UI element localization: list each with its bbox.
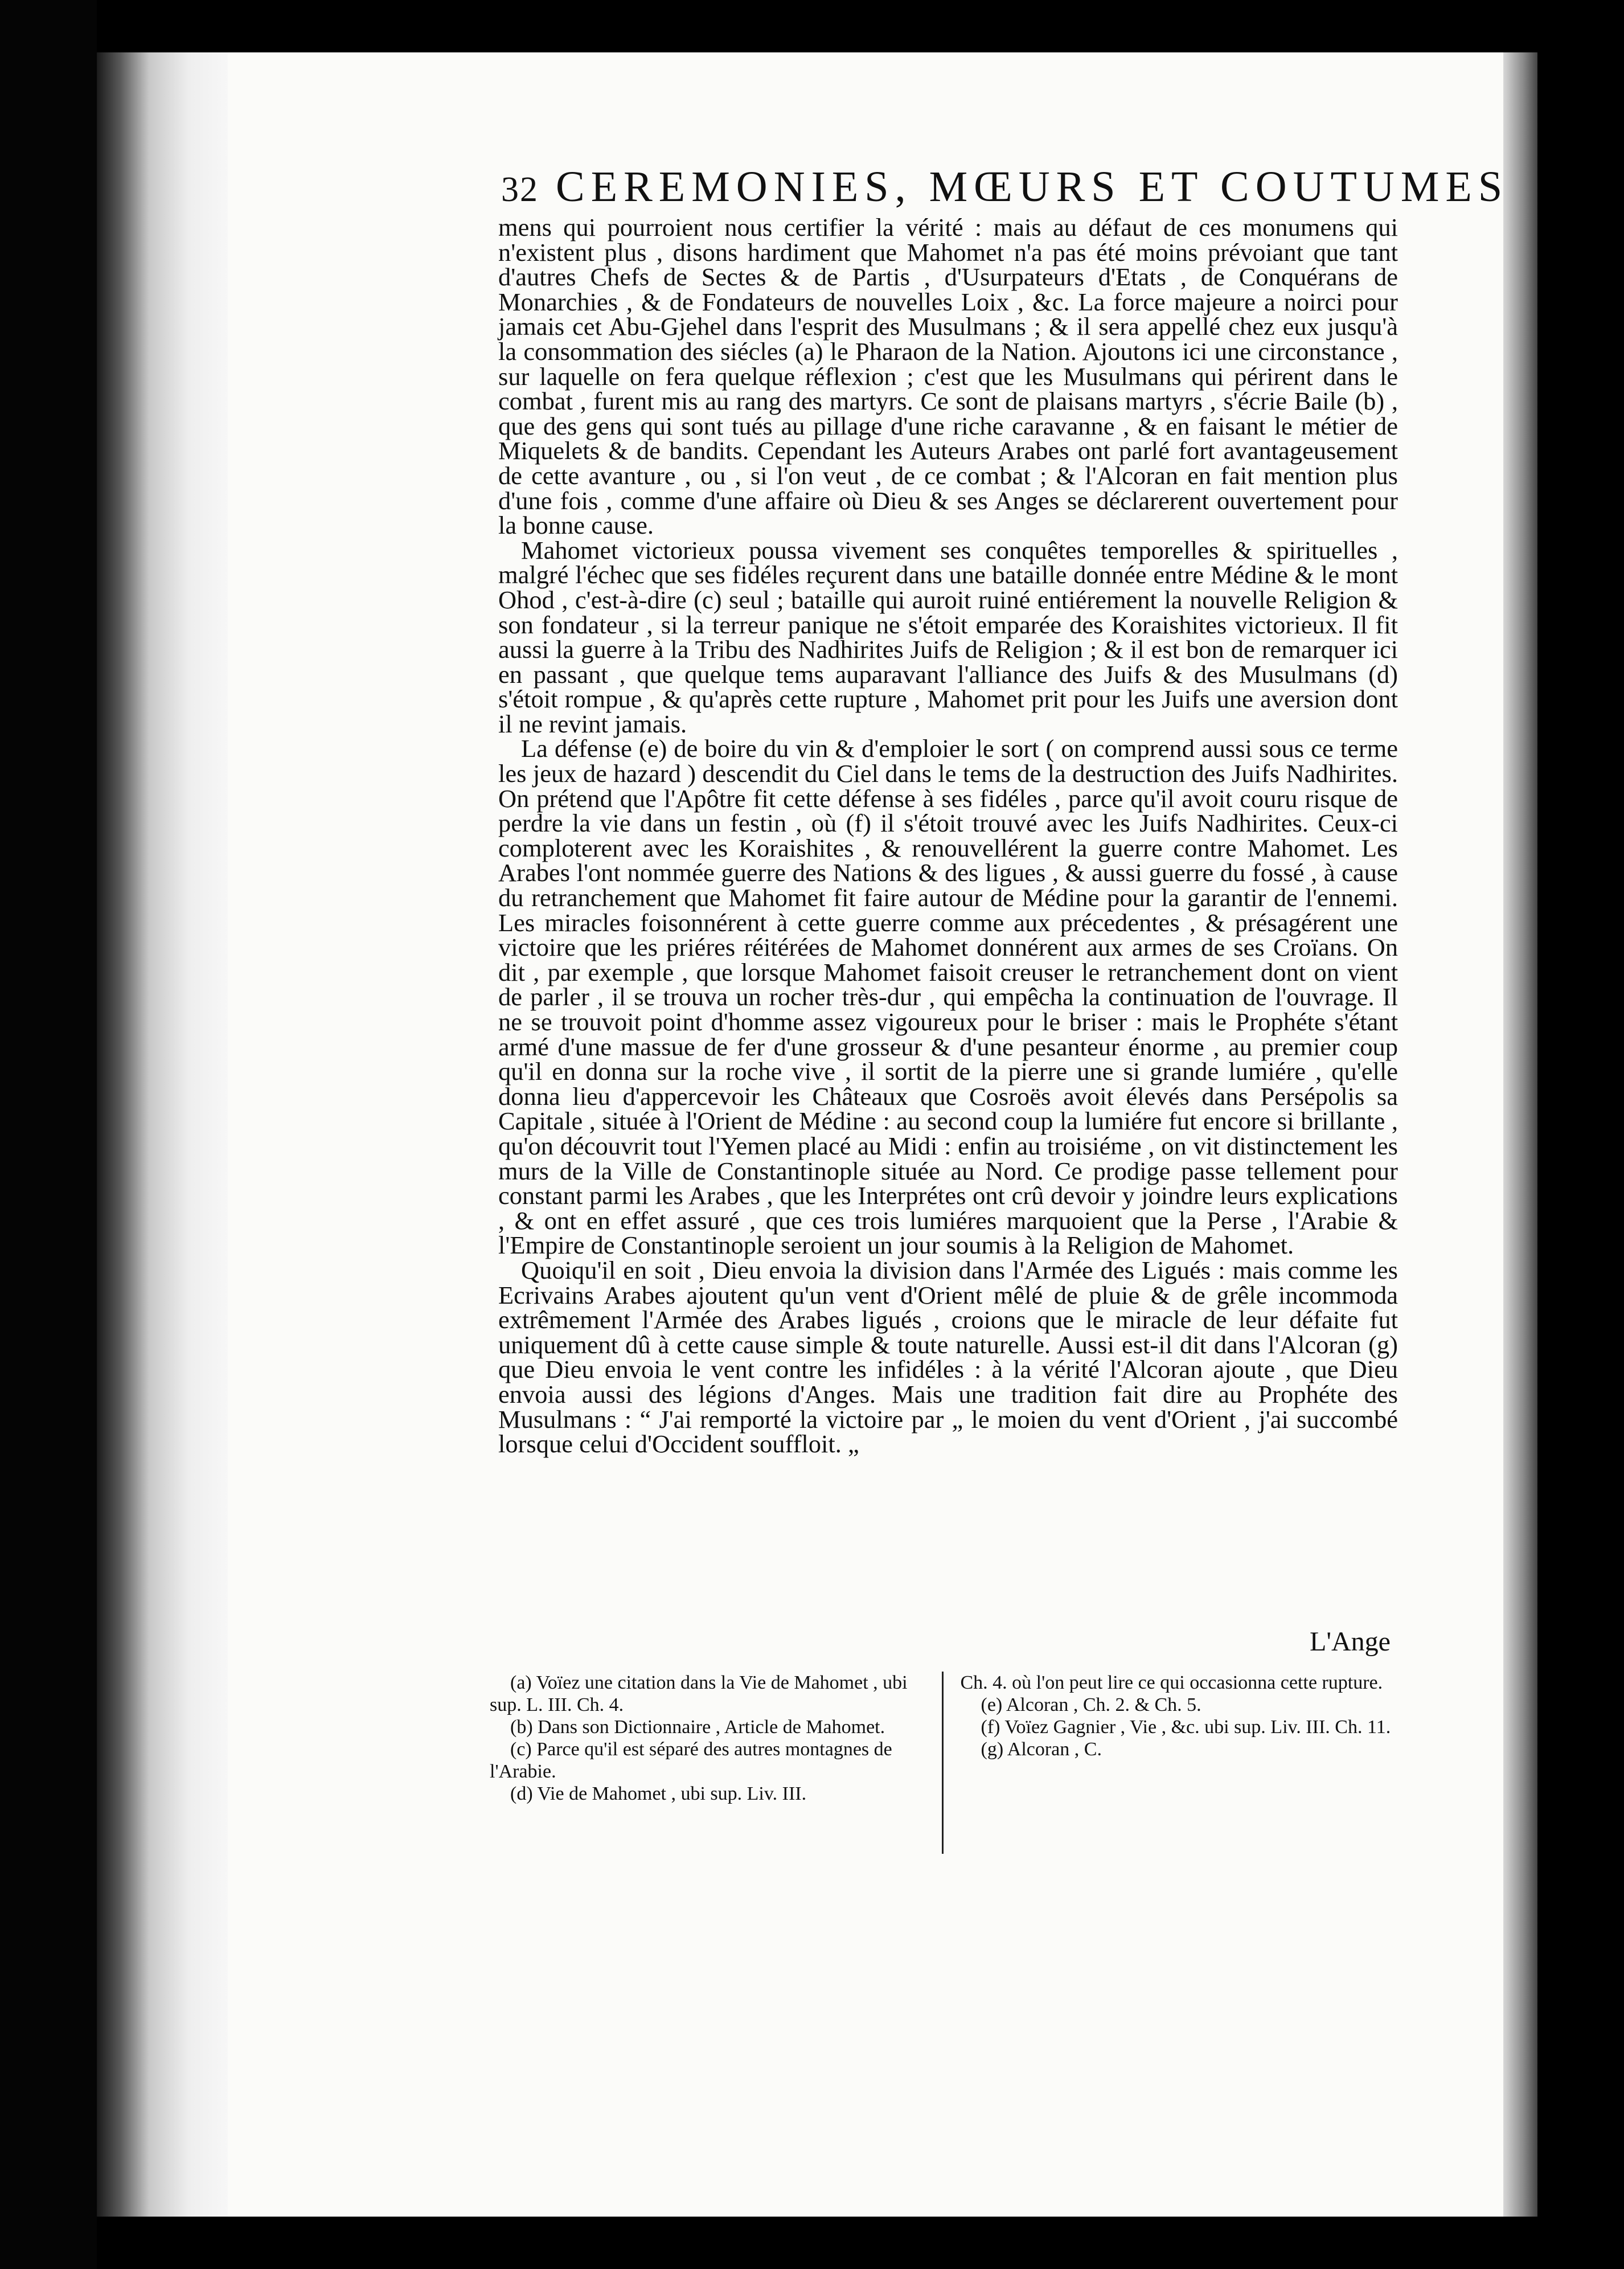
page-edge-shadow	[1503, 52, 1537, 2217]
running-head	[501, 162, 1509, 219]
footnote-f: (f) Voïez Gagnier , Vie , &c. ubi sup. Liv. III. Ch. 11.	[981, 1717, 1391, 1738]
paragraph-2: Mahomet victorieux poussa vivement ses conquêtes temporelles & spirituelles , malgré l'échec que ses fidéles reçurent dans une bataille donnée entre Médine & le mont Ohod , c'est-à-dire (c) seul ; bataille qui auroit ruiné entiérement la nouvelle Religion & son fondateur , si la terreur panique ne s'étoit emparée des Koraishites victorieux. Il fit aussi la guerre à la Tribu des Nadhirites Juifs de Religion ; & il est bon de remarquer ici en passant , que quelque tems auparavant l'alliance des Juifs & des Musulmans (d) s'étoit rompue , & qu'après cette rupture , Mahomet prit pour les Juifs une aversion dont il ne revint jamais.	[498, 535, 1398, 738]
page-number: 32	[501, 170, 539, 209]
footnotes-right-column	[942, 1672, 1401, 1854]
paragraph-4: Quoiqu'il en soit , Dieu envoia la division dans l'Armée des Ligués : mais comme les Ecrivains Arabes ajoutent qu'un vent d'Orient mêlé de pluie & de grêle incommoda extrêmement l'Armée des Arabes ligués , croions que le miracle de leur défaite fut uniquement dû à cette cause simple & toute naturelle. Aussi est-il dit dans l'Alcoran (g) que Dieu envoia le vent contre les infidéles : à la vérité l'Alcoran ajoute , que Dieu envoia aussi des légions d'Anges. Mais une tradition fait dire au Prophéte des Musulmans : “ J'ai remporté la victoire par „ le moien du vent d'Orient , j'ai succombé lorsque celui d'Occident souffloit. „	[498, 1255, 1398, 1459]
paragraph-3: La défense (e) de boire du vin & d'emploier le sort ( on comprend aussi sous ce terme les jeux de hazard ) descendit du Ciel dans le tems de la destruction des Juifs Nadhirites. On prétend que l'Apôtre fit cette défense à ses fidéles , parce qu'il avoit couru risque de perdre la vie dans un festin , où (f) il s'étoit trouvé avec les Juifs Nadhirites. Ceux-ci comploterent avec les Koraishites , & renouvellérent la guerre contre Mahomet. Les Arabes l'ont nommée guerre des Nations & des ligues , & aussi guerre du fossé , à cause du retranchement que Mahomet fit faire autour de Médine pour la garantir de l'ennemi. Les miracles foisonnérent à cette guerre comme aux précedentes , & présagérent une victoire que les priéres réitérées de Mahomet donnérent aux armes de ses Croïans. On dit , par exemple , que lorsque Mahomet faisoit creuser le retranchement dont on vient de parler , il se trouva un rocher très-dur , qui empêcha la continuation de l'ouvrage. Il ne se trouvoit point d'homme assez vigoureux pour le briser : mais le Prophéte s'étant armé d'une massue de fer d'une grosseur & d'une pesanteur énorme , au premier coup qu'il en donna sur la roche vive , il sortit de la pierre une si grande lumiére , qu'elle donna lieu d'appercevoir les Châteaux que Cosroës avoit élevés dans Persépolis sa Capitale , située à l'Orient de Médine : au second coup la lumiére fut encore si brillante , qu'on découvrit tout l'Yemen placé au Midi : enfin au troisiéme , on vit distinctement les murs de la Ville de Constantinople située au Nord. Ce prodige passe tellement pour constant parmi les Arabes , que les Interprétes ont crû devoir y joindre leurs explications , & ont en effet assuré , que ces trois lumiéres marquoient que la Perse , l'Arabie & l'Empire de Constantinople seroient un jour soumis à la Religion de Mahomet.	[498, 734, 1398, 1260]
book-binding-gutter	[97, 52, 228, 2217]
footnote-e: (e) Alcoran , Ch. 2. & Ch. 5.	[981, 1694, 1201, 1715]
footnote-a: (a) Voïez une citation dans la Vie de Mahomet , ubi sup. L. III. Ch. 4.	[490, 1672, 908, 1715]
footnote-g: (g) Alcoran , C.	[981, 1739, 1102, 1760]
scan-border	[0, 0, 97, 2269]
catchword: L'Ange	[1310, 1627, 1391, 1657]
footnotes-left-column	[490, 1672, 930, 1854]
footnote-c: (c) Parce qu'il est séparé des autres montagnes de l'Arabie.	[490, 1739, 892, 1782]
footnote-b: (b) Dans son Dictionnaire , Article de Mahomet.	[510, 1717, 885, 1738]
footnote-d-continued: Ch. 4. où l'on peut lire ce qui occasionna cette rupture.	[960, 1672, 1383, 1693]
body-text	[498, 215, 1398, 1662]
running-title: CEREMONIES, MŒURS ET COUTUMES	[556, 163, 1509, 211]
footnote-d: (d) Vie de Mahomet , ubi sup. Liv. III.	[510, 1783, 807, 1804]
footnotes	[490, 1672, 1401, 1854]
paragraph-1: mens qui pourroient nous certifier la vérité : mais au défaut de ces monumens qui n'existent plus , disons hardiment que Mahomet n'a pas été moins prévoiant que tant d'autres Chefs de Sectes & de Partis , d'Usurpateurs d'Etats , de Conquérans de Monarchies , & de Fondateurs de nouvelles Loix , &c. La force majeure a noirci pour jamais cet Abu-Gjehel dans l'esprit des Musulmans ; & il sera appellé chez eux jusqu'à la consommation des siécles (a) le Pharaon de la Nation. Ajoutons ici une circonstance , sur laquelle on fera quelque réflexion ; c'est que les Musulmans qui périrent dans le combat , furent mis au rang des martyrs. Ce sont de plaisans martyrs , s'écrie Baile (b) , que des gens qui sont tués au pillage d'une riche caravanne , & en faisant le métier de Miquelets & de bandits. Cependant les Auteurs Arabes ont parlé fort avantageusement de cette avanture , ou , si l'on veut , de ce combat ; & l'Alcoran en fait mention plus d'une fois , comme d'une affaire où Dieu & ses Anges se déclarerent ouvertement pour la bonne cause.	[498, 213, 1398, 540]
